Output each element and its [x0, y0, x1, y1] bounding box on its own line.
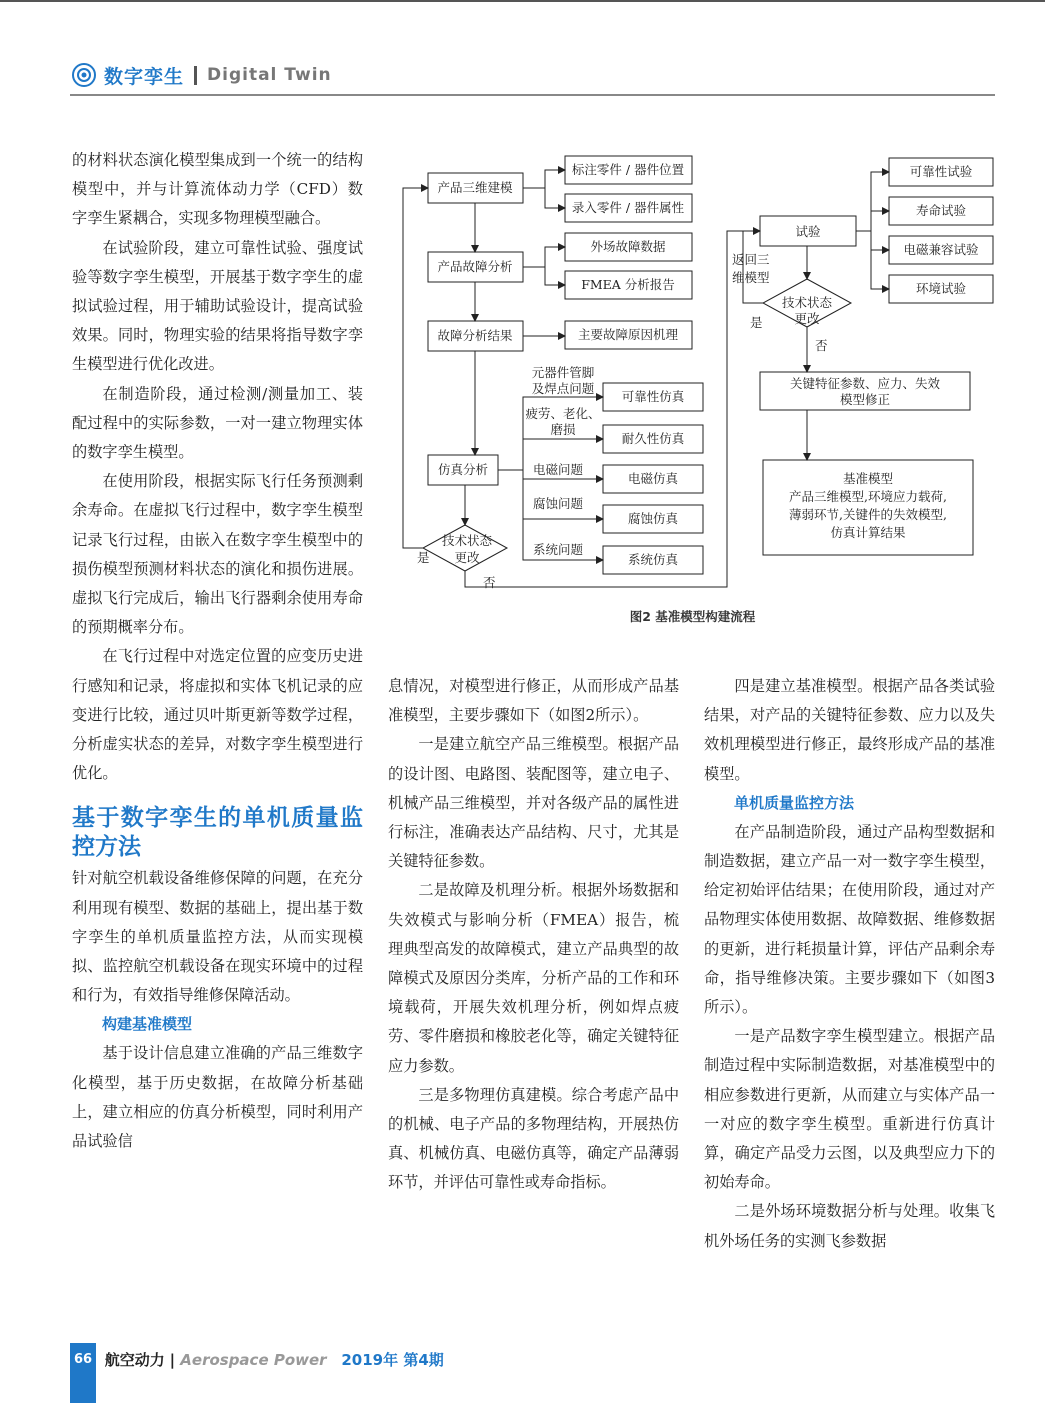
label-sys-issue: 系统问题: [532, 542, 584, 557]
top-rule: [0, 0, 1045, 2]
page-number: 66: [73, 1352, 93, 1367]
label-fatigue-2: 磨损: [550, 422, 576, 437]
label-field: 外场故障数据: [590, 239, 666, 254]
paragraph: 基于设计信息建立准确的产品三维数字化模型，基于历史数据，在故障分析基础上，建立相应的仿真分析模型，同时利用产品试验信: [72, 1044, 363, 1151]
header-brand-en: Digital Twin: [207, 65, 332, 85]
label-cause: 主要故障原因机理: [577, 327, 679, 342]
label-fault: 产品故障分析: [437, 259, 513, 274]
label-rel-test: 可靠性试验: [909, 164, 973, 179]
label-fmea: FMEA 分析报告: [581, 277, 675, 292]
label-modify-1: 关键特征参数、应力、失效: [789, 376, 941, 391]
label-no-2: 否: [815, 338, 828, 353]
subsection-heading: 构建基准模型: [102, 1015, 193, 1034]
header-rule: [70, 94, 995, 96]
label-em-issue: 电磁问题: [532, 462, 584, 477]
running-header: [72, 58, 332, 92]
label-rel-sim: 可靠性仿真: [621, 389, 685, 404]
label-diamond-1a: 技术状态: [441, 533, 493, 548]
paragraph: 一是建立航空产品三维模型。根据产品的设计图、电路图、装配图等，建立电子、机械产品三维模型，并对各级产品的属性进行标注，准确表达产品结构、尺寸，尤其是关键特征参数。: [388, 735, 679, 871]
digital-twin-logo-icon: [72, 63, 96, 87]
column-1: [72, 146, 363, 1156]
paragraph: 一是产品数字孪生模型建立。根据产品制造过程中实际制造数据，对基准模型中的相应参数进行更新，从而建立与实体产品一一对应的数字孪生模型。重新进行仿真计算，确定产品受力云图，以及典型应力下的初始寿命。: [704, 1027, 995, 1192]
label-life-test: 寿命试验: [915, 203, 967, 218]
paragraph: 三是多物理仿真建模。综合考虑产品中的机械、电子产品的多物理结构，开展热仿真、机械仿真、电磁仿真等，确定产品薄弱环节，并评估可靠性或寿命指标。: [388, 1085, 679, 1192]
label-yes-2: 是: [750, 315, 763, 330]
label-test: 试验: [795, 224, 821, 239]
journal-info: 航空动力 | Aerospace Power 2019年 第4期: [104, 1351, 444, 1369]
header-brand-cn: 数字孪生: [104, 65, 185, 88]
journal-name-cn: 航空动力: [104, 1351, 165, 1369]
label-base-line2: 薄弱环节,关键件的失效模型,: [789, 507, 947, 522]
label-fatigue-1: 疲劳、老化、: [525, 406, 601, 421]
label-diamond-2b: 更改: [794, 311, 820, 326]
journal-name-en: Aerospace Power: [180, 1351, 327, 1369]
journal-issue: 2019年 第4期: [341, 1351, 444, 1369]
paragraph: 息情况，对模型进行修正，从而形成产品基准模型，主要步骤如下（如图2所示）。: [388, 677, 679, 725]
label-emc-test: 电磁兼容试验: [903, 242, 979, 257]
label-diamond-2a: 技术状态: [781, 295, 833, 310]
paragraph: 针对航空机载设备维修保障的问题，在充分利用现有模型、数据的基础上，提出基于数字孪生的单机质量监控方法，从而实现模拟、监控航空机载设备在现实环境中的过程和行为，有效指导维修保障活动。: [72, 869, 363, 1005]
section-heading: 基于数字孪生的单机质量监控方法: [72, 805, 363, 861]
paragraph: 的材料状态演化模型集成到一个统一的结构模型中，并与计算流体动力学（CFD）数字孪生紧耦合，实现多物理模型融合。: [72, 151, 363, 228]
column-2: [388, 672, 679, 1198]
label-cor-issue: 腐蚀问题: [532, 496, 584, 511]
label-cor-sim: 腐蚀仿真: [627, 511, 679, 526]
paragraph: 在制造阶段，通过检测/测量加工、装配过程中的实际参数，一对一建立物理实体的数字孪生模型。: [72, 384, 363, 462]
label-solder-1: 元器件管脚: [531, 365, 595, 380]
label-env-test: 环境试验: [915, 281, 967, 296]
label-back-2: 维模型: [732, 270, 770, 285]
flowchart-svg: [395, 150, 1005, 595]
paragraph: 在试验阶段，建立可靠性试验、强度试验等数字孪生模型，开展基于数字孪生的虚拟试验过程，用于辅助试验设计，提高试验效果。同时，物理实验的结果将指导数字孪生模型进行优化改进。: [72, 238, 363, 374]
label-base-line1: 产品三维模型,环境应力载荷,: [789, 489, 947, 504]
paragraph: 二是故障及机理分析。根据外场数据和失效模式与影响分析（FMEA）报告，梳理典型高发的故障模式，建立产品典型的故障模式及原因分类库，分析产品的工作和环境载荷，开展失效机理分析，例如焊点疲劳、零件磨损和橡胶老化等，确定关键特征应力参数。: [388, 881, 679, 1075]
label-3d-model: 产品三维建模: [437, 180, 513, 195]
label-sys-sim: 系统仿真: [627, 552, 679, 567]
paragraph: 在飞行过程中对选定位置的应变历史进行感知和记录，将虚拟和实体飞机记录的应变进行比较，通过贝叶斯更新等数学过程，分析虚实状态的差异，对数字孪生模型进行优化。: [72, 647, 363, 783]
label-diamond-1b: 更改: [454, 550, 480, 565]
paragraph: 在产品制造阶段，通过产品构型数据和制造数据，建立产品一对一数字孪生模型，给定初始评估结果；在使用阶段，通过对产品物理实体使用数据、故障数据、维修数据的更新，进行耗损量计算，评估产品剩余寿命，指导维修决策。主要步骤如下（如图3所示）。: [704, 822, 995, 1017]
label-base-line3: 仿真计算结果: [830, 525, 906, 540]
label-em-sim: 电磁仿真: [627, 471, 679, 486]
label-entry: 录入零件 / 器件属性: [571, 200, 685, 215]
paragraph: 四是建立基准模型。根据产品各类试验结果，对产品的关键特征参数、应力以及失效机理模型进行修正，最终形成产品的基准模型。: [704, 677, 995, 783]
figure-2-flowchart: [395, 150, 1005, 595]
column-3: [704, 672, 995, 1256]
label-no-1: 否: [483, 575, 496, 590]
header-separator: [194, 66, 197, 85]
label-dur-sim: 耐久性仿真: [621, 431, 685, 446]
label-back-1: 返回三: [732, 252, 770, 267]
paragraph: 二是外场环境数据分析与处理。收集飞机外场任务的实测飞参数据: [704, 1202, 995, 1250]
label-yes-1: 是: [417, 550, 430, 565]
label-modify-2: 模型修正: [839, 392, 891, 407]
subsection-heading: 单机质量监控方法: [734, 793, 855, 812]
label-solder-2: 及焊点问题: [531, 381, 595, 396]
figure-caption: 图2 基准模型构建流程: [629, 609, 756, 624]
label-sim: 仿真分析: [437, 462, 489, 477]
label-base-title: 基准模型: [842, 471, 894, 486]
paragraph: 在使用阶段，根据实际飞行任务预测剩余寿命。在虚拟飞行过程中，数字孪生模型记录飞行过程，由嵌入在数字孪生模型中的损伤模型预测材料状态的演化和损伤进展。虚拟飞行完成后，输出飞行器剩余使用寿命的预期概率分布。: [72, 472, 363, 637]
label-mark: 标注零件 / 器件位置: [571, 162, 685, 177]
label-result: 故障分析结果: [437, 328, 513, 343]
